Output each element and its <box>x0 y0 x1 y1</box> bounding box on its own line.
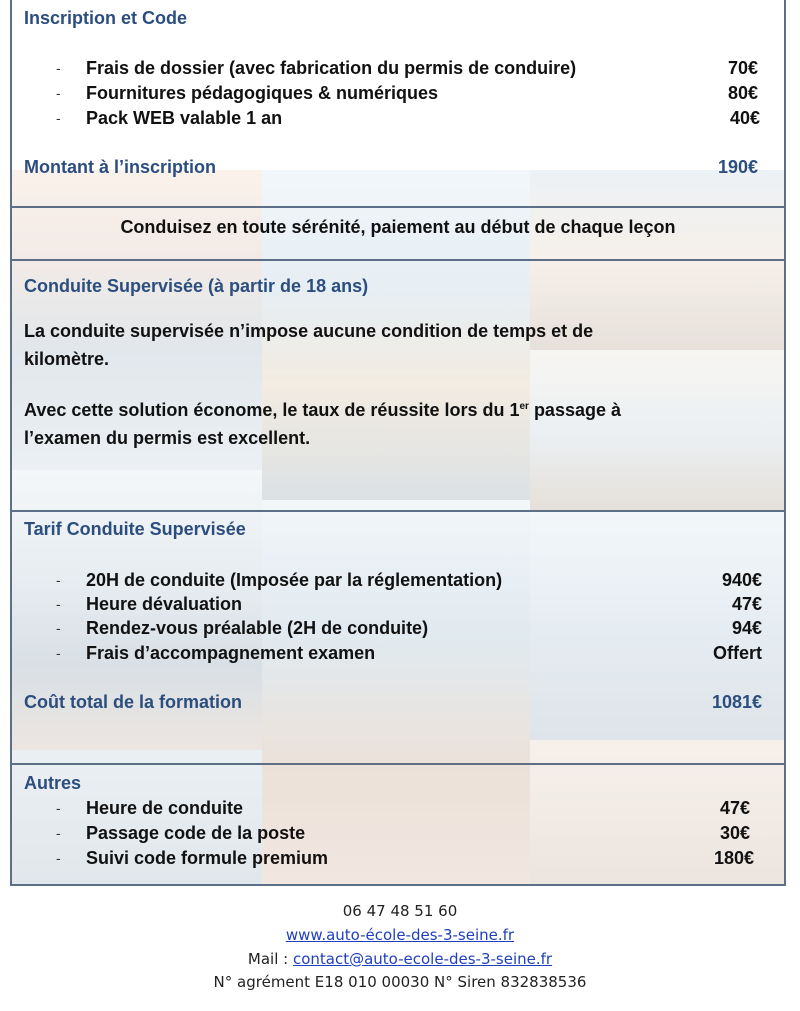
supervisee-paragraph-2 <box>24 393 621 452</box>
list-item-price: 40€ <box>729 108 760 128</box>
list-item-label: Fournitures pédagogiques & numériques <box>86 83 439 103</box>
paragraph-line: l’examen du permis est excellent. <box>24 428 311 448</box>
list-dash: - <box>56 825 61 841</box>
list-item-price: 70€ <box>727 58 758 78</box>
list-item-price: 940€ <box>721 570 762 590</box>
list-item-label: Frais d’accompagnement examen <box>86 643 376 663</box>
list-dash: - <box>56 800 61 816</box>
list-item-label: Frais de dossier (avec fabrication du permis de conduire) <box>86 58 577 78</box>
mail-link[interactable]: contact@auto-ecole-des-3-seine.fr <box>292 950 553 968</box>
list-item-label: Suivi code formule premium <box>86 848 329 868</box>
footer-phone: 06 47 48 51 60 <box>342 902 458 920</box>
website-link[interactable]: www.auto-école-des-3-seine.fr <box>285 926 515 944</box>
total-label-tarif: Coût total de la formation <box>24 692 242 712</box>
total-value-tarif: 1081€ <box>711 692 762 712</box>
paragraph-text: Avec cette solution économe, le taux de réussite lors du 1 <box>24 400 520 420</box>
list-item-label: 20H de conduite (Imposée par la réglementation) <box>86 570 503 590</box>
list-item-label: Pack WEB valable 1 an <box>86 108 283 128</box>
list-item-label: Heure de conduite <box>86 798 244 818</box>
superscript: er <box>519 401 529 412</box>
paragraph-line: La conduite supervisée n’impose aucune condition de temps et de <box>24 321 594 341</box>
list-item-price: 30€ <box>719 823 750 843</box>
payment-banner: Conduisez en toute sérénité, paiement au début de chaque leçon <box>120 217 676 237</box>
supervisee-paragraph-1 <box>24 317 593 373</box>
footer-website-line <box>0 926 800 944</box>
section-title-inscription: Inscription et Code <box>24 8 188 28</box>
list-dash: - <box>56 620 61 636</box>
list-item-label: Heure dévaluation <box>86 594 243 614</box>
list-item-price: Offert <box>713 643 762 663</box>
list-item-price: 47€ <box>731 594 762 614</box>
section-divider <box>10 259 786 261</box>
list-item-label: Rendez-vous préalable (2H de conduite) <box>86 618 429 638</box>
paragraph-line: kilomètre. <box>24 349 110 369</box>
paragraph-line <box>24 393 621 424</box>
list-item-price: 80€ <box>727 83 758 103</box>
mail-label: Mail : <box>247 950 293 968</box>
list-dash: - <box>56 596 61 612</box>
section-title-supervisee: Conduite Supervisée (à partir de 18 ans) <box>24 276 369 296</box>
list-dash: - <box>56 572 61 588</box>
paragraph-text: passage à <box>528 400 621 420</box>
total-value-inscription: 190€ <box>717 157 758 177</box>
section-title-autres: Autres <box>24 773 82 793</box>
section-divider <box>10 510 786 512</box>
list-dash: - <box>56 645 61 661</box>
list-dash: - <box>56 85 61 101</box>
footer-agrement: N° agrément E18 010 00030 N° Siren 832838536 <box>213 973 587 991</box>
list-dash: - <box>56 110 61 126</box>
total-label-inscription: Montant à l’inscription <box>24 157 216 177</box>
section-divider <box>10 763 786 765</box>
list-item-label: Passage code de la poste <box>86 823 306 843</box>
list-item-price: 94€ <box>731 618 762 638</box>
section-divider <box>10 206 786 208</box>
list-item-price: 180€ <box>713 848 754 868</box>
list-dash: - <box>56 850 61 866</box>
footer-mail-line <box>0 950 800 968</box>
list-item-price: 47€ <box>719 798 750 818</box>
list-dash: - <box>56 60 61 76</box>
section-title-tarif: Tarif Conduite Supervisée <box>24 519 246 539</box>
